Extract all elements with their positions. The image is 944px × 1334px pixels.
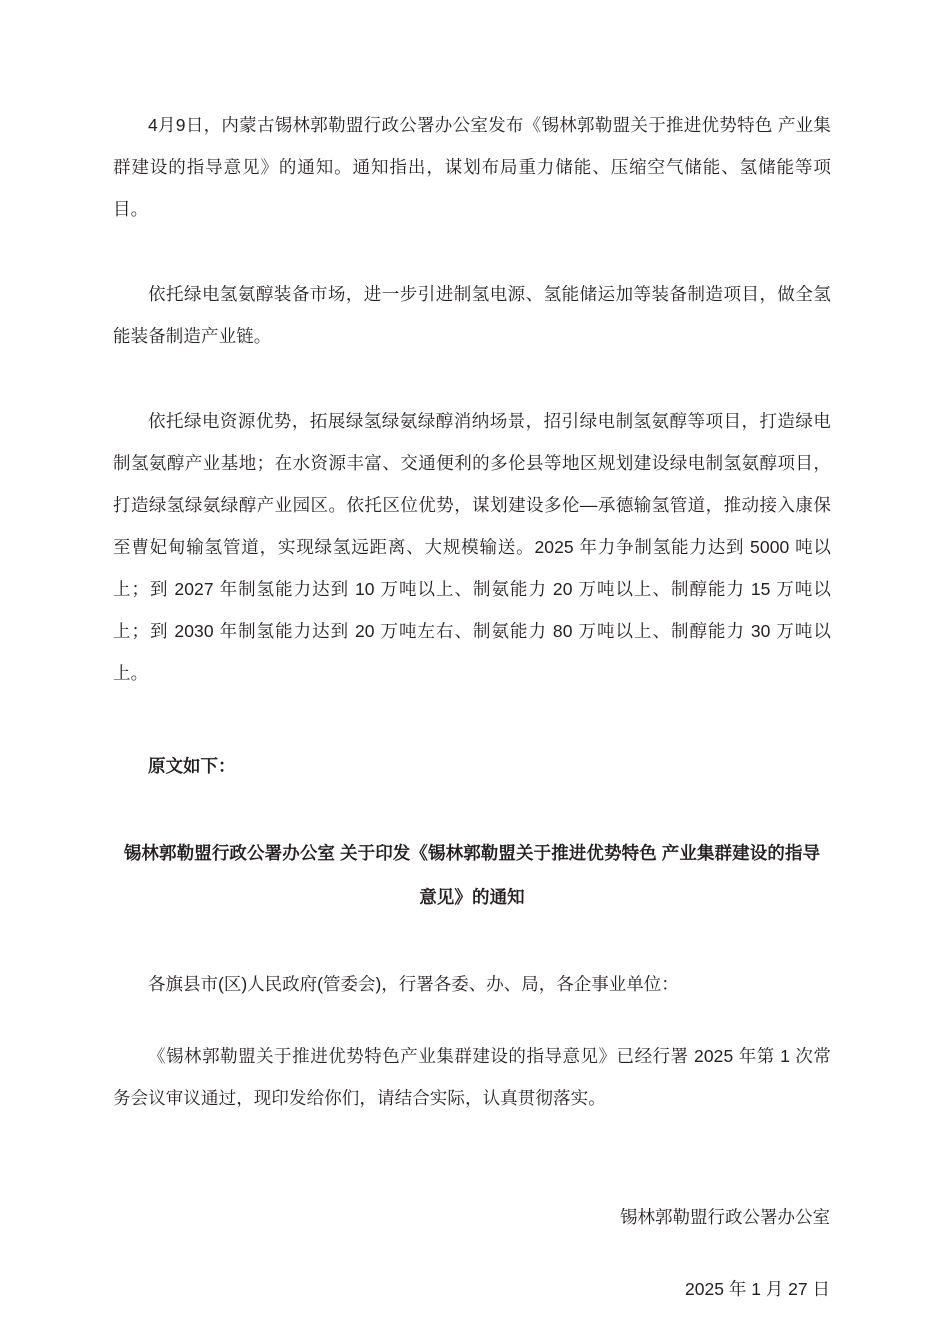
signature-organization: 锡林郭勒盟行政公署办公室 xyxy=(620,1207,830,1227)
signature-block xyxy=(113,1196,831,1310)
body-paragraph-1: 4月9日，内蒙古锡林郭勒盟行政公署办公室发布《锡林郭勒盟关于推进优势特色 产业集群建设的指导意见》的通知。通知指出，谋划布局重力储能、压缩空气储能、氢储能等项目。 xyxy=(113,115,831,219)
signature-inner-spacer xyxy=(113,1238,831,1268)
notice-body-spacer xyxy=(113,1005,831,1035)
paragraph-spacer xyxy=(113,251,831,273)
paragraph-spacer xyxy=(113,378,831,400)
body-paragraph-2: 依托绿电氢氨醇装备市场，进一步引进制氢电源、氢能储运加等装备制造项目，做全氢能装备制造产业链。 xyxy=(113,284,831,346)
section-spacer xyxy=(113,715,831,745)
notice-title: 锡林郭勒盟行政公署办公室 关于印发《锡林郭勒盟关于推进优势特色 产业集群建设的指导意见》的通知 xyxy=(123,843,821,907)
original-text-lead-in: 原文如下： xyxy=(148,756,236,776)
document-content xyxy=(113,104,831,1310)
title-spacer xyxy=(113,787,831,831)
signature-date: 2025 年 1 月 27 日 xyxy=(685,1279,830,1299)
notice-body-paragraph: 《锡林郭勒盟关于推进优势特色产业集群建设的指导意见》已经行署 2025 年第 1 次常务会议审议通过，现印发给你们，请结合实际，认真贯彻落实。 xyxy=(113,1046,831,1108)
addressee-line: 各旗县市(区)人民政府(管委会)，行署各委、办、局，各企事业单位： xyxy=(148,974,679,994)
addressee-spacer xyxy=(113,919,831,963)
body-paragraph-3: 依托绿电资源优势，拓展绿氢绿氨绿醇消纳场景，招引绿电制氢氨醇等项目，打造绿电制氢氨醇产业基地；在水资源丰富、交通便利的多伦县等地区规划建设绿电制氢氨醇项目，打造绿氢绿氨绿醇产业园区。依托区位优势，谋划建设多伦—承德输氢管道，推动接入康保至曹妃甸输氢管道，实现绿氢远距离、大规模输送。2025 年力争制氢能力达到 5000 吨以上；到 2027 年制氢能力达到 10 万吨以上、制氨能力 20 万吨以上、制醇能力 15 万吨以上；到 2030 年制氢能力达到 20 万吨左右、制氨能力 80 万吨以上、制醇能力 30 万吨以上。 xyxy=(113,411,831,683)
signature-spacer xyxy=(113,1140,831,1196)
